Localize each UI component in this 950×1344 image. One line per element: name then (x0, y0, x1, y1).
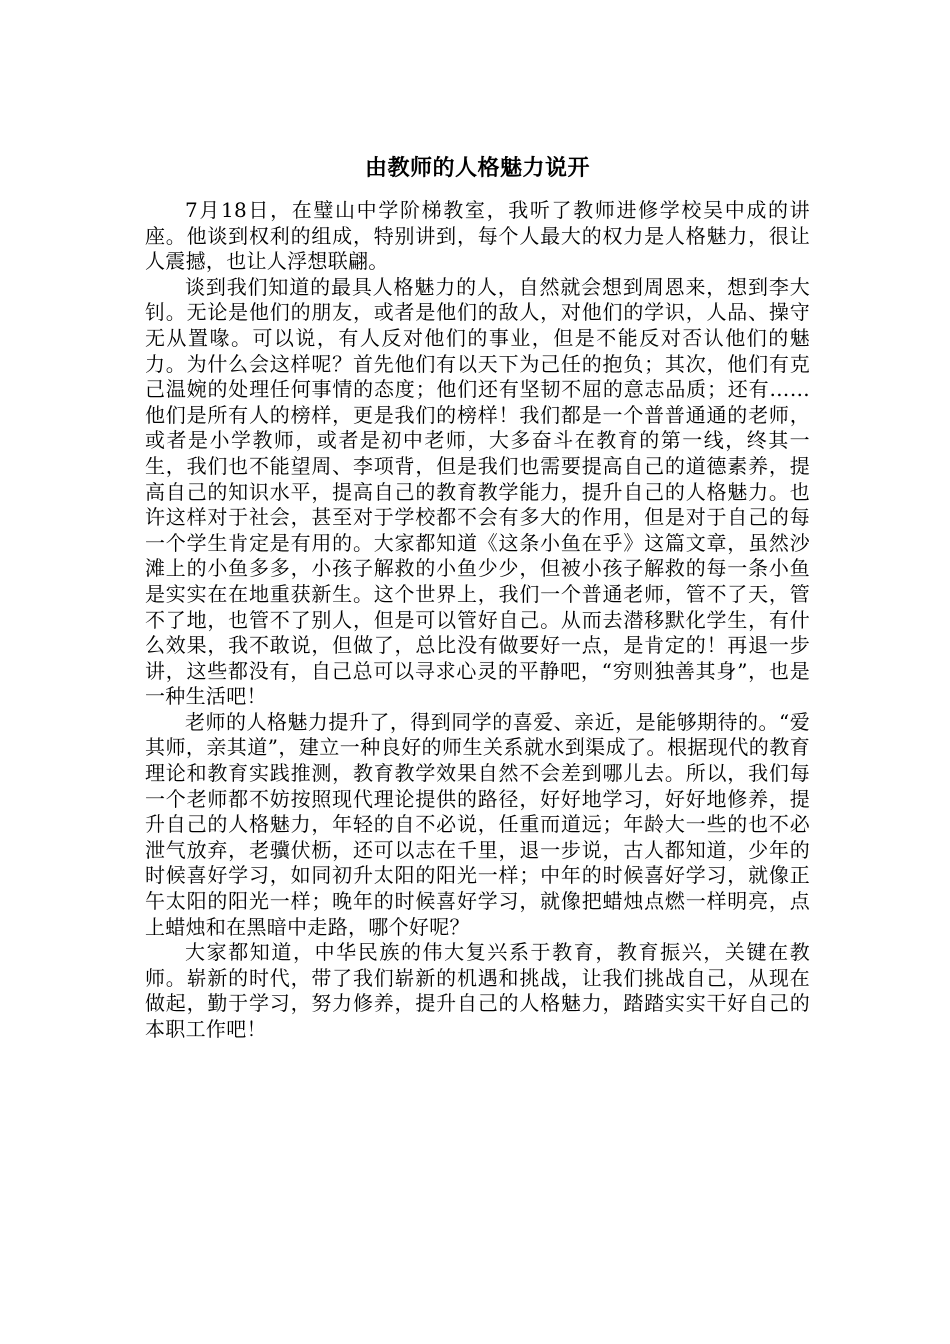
document-title: 由教师的人格魅力说开 (364, 155, 590, 181)
paragraph-1: 7月18日，在璧山中学阶梯教室，我听了教师进修学校吴中成的讲座。他谈到权利的组成，特别讲到，每个人最大的权力是人格魅力，很让人震撼，也让人浮想联翩。 (145, 198, 810, 274)
paragraph-3: 老师的人格魅力提升了，得到同学的喜爱、亲近，是能够期待的。“爱其师，亲其道”，建立一种良好的师生关系就水到渠成了。根据现代的教育理论和教育实践推测，教育教学效果自然不会差到哪儿去。所以，我们每一个老师都不妨按照现代理论提供的路径，好好地学习，好好地修养，提升自己的人格魅力，年轻的自不必说，任重而道远；年龄大一些的也不必泄气放弃，老骥伏枥，还可以志在千里，退一步说，古人都知道，少年的时候喜好学习，如同初升太阳的阳光一样；中年的时候喜好学习，就像正午太阳的阳光一样；晚年的时候喜好学习，就像把蜡烛点燃一样明亮，点上蜡烛和在黑暗中走路，哪个好呢？ (145, 709, 810, 939)
paragraph-4: 大家都知道，中华民族的伟大复兴系于教育，教育振兴，关键在教师。崭新的时代，带了我们崭新的机遇和挑战，让我们挑战自己，从现在做起，勤于学习，努力修养，提升自己的人格魅力，踏踏实实干好自己的本职工作吧！ (145, 940, 810, 1041)
document-body (145, 152, 810, 1043)
paragraph-2: 谈到我们知道的最具人格魅力的人，自然就会想到周恩来，想到李大钊。无论是他们的朋友，或者是他们的敌人，对他们的学识，人品、操守无从置喙。可以说，有人反对他们的事业，但是不能反对否认他们的魅力。为什么会这样呢？首先他们有以天下为己任的抱负；其次，他们有克己温婉的处理任何事情的态度；他们还有坚韧不屈的意志品质；还有……他们是所有人的榜样，更是我们的榜样！我们都是一个普普通通的老师，或者是小学教师，或者是初中老师，大多奋斗在教育的第一线，终其一生，我们也不能望周、李项背，但是我们也需要提高自己的道德素养，提高自己的知识水平，提高自己的教育教学能力，提升自己的人格魅力。也许这样对于社会，甚至对于学校都不会有多大的作用，但是对于自己的每一个学生肯定是有用的。大家都知道《这条小鱼在乎》这篇文章，虽然沙滩上的小鱼多多，小孩子解救的小鱼少少，但被小孩子解救的每一条小鱼是实实在在地重获新生。这个世界上，我们一个普通老师，管不了天，管不了地，也管不了别人，但是可以管好自己。从而去潜移默化学生，有什么效果，我不敢说，但做了，总比没有做要好一点，是肯定的！再退一步讲，这些都没有，自己总可以寻求心灵的平静吧，“穷则独善其身”，也是一种生活吧！ (145, 274, 810, 709)
